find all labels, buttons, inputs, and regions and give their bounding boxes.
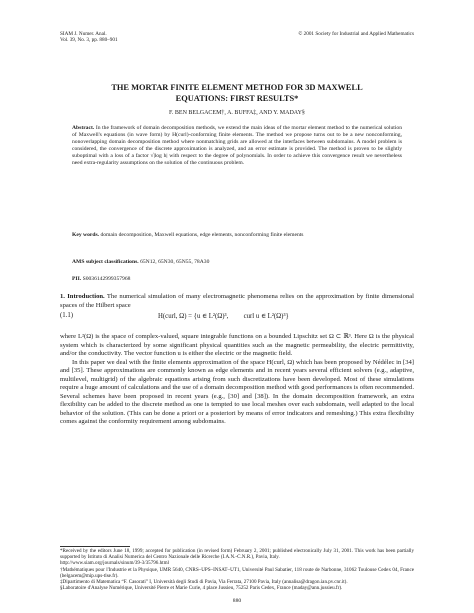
abstract-text: In the framework of domain decomposition methods, we extend the main ideas of the mortar element method to the numerical solution of Maxwell's equations (in wave form) by H(curl)-conforming finite elements. The method we propose turns out to be a new nonconforming, nonoverlapping domain decomposition method where nonmatching grids are allowed at the interfaces between subdomains. A model problem is considered, the convergence of the discrete approximation is analyzed, and an error estimate is provided. The method is proven to be slightly suboptimal with a loss of a factor √|log h| with respect to the degree of polynomials. In order to achieve this convergence result we nevertheless need extra-regularity assumptions on the solution of the continuous problem. [72, 125, 402, 167]
pii [72, 276, 402, 282]
author-list: F. BEN BELGACEM†, A. BUFFA‡, AND Y. MADAY§ [169, 110, 305, 116]
pii-label: PII. [72, 276, 82, 282]
footnote-affiliation-3: §Laboratoire d'Analyse Numérique, Université Pierre et Marie Curie, 4 place Jussieu, 75252 Paris Cedex, France (maday@ann.jussieu.fr). [60, 585, 343, 592]
ams-codes: 65N12, 65N30, 65N55, 78A30 [140, 259, 210, 265]
footnote-received: *Received by the editors June 18, 1999; accepted for publication (in revised form) February 2, 2001; published electronically July 31, 2001. This work has been partially supported by Istituto di Analisi Numerica del Centro Nazionale delle Ricerche (I.A.N.-C.N.R.), Pavia, Italy. [60, 548, 414, 561]
equation-rhs: curl u ∈ L²(Ω)³} [243, 313, 289, 320]
equation-number: (1.1) [60, 312, 74, 319]
pii-code: S0036142999357968 [82, 276, 131, 282]
keywords-label: Key words. [72, 232, 100, 238]
footnote-affiliation-2: ‡Dipartimento di Matematica “F. Casorati” I, Università degli Studi di Pavia, Via Ferrata, 27100 Pavia, Italy (annalisa@dragon.ian.pv.cnr.it). [60, 579, 348, 586]
title-line-1: THE MORTAR FINITE ELEMENT METHOD FOR 3D MAXWELL [111, 83, 363, 92]
paragraph-1: where L²(Ω) is the space of complex-valued, square integrable functions on a bounded Lipschitz set Ω ⊂ ℝ³. Here Ω is the physical system which is characterized by some significant physical quantities such as the magnetic permeability, the electric permittivity, and/or the conductivity. The vector function u is either the electric or the magnetic field. [60, 333, 414, 358]
abstract [72, 125, 402, 168]
footnotes [60, 548, 414, 591]
footnote-rule [60, 546, 130, 547]
equation-body [158, 312, 289, 320]
ams-classifications [72, 259, 402, 265]
paper-title [60, 82, 414, 104]
ams-label: AMS subject classifications. [72, 259, 139, 265]
footnote-affiliation-1: †Mathématiques pour l'Industrie et la Physique, UMR 5640, CNRS–UPS–INSAT–UT1, Université Paul Sabatier, 118 route de Narbonne, 31062 Toulouse Cedex 04, France (belgacem@mip.ups-tlse.fr). [60, 566, 414, 579]
keywords-text: domain decomposition, Maxwell equations, edge elements, nonconforming finite elements [100, 232, 304, 238]
introduction [60, 293, 414, 310]
paragraph-2: In this paper we deal with the finite elements approximation of the space H(curl, Ω) which has been proposed by Nédélec in [34] and [35]. These approximations are commonly known as edge elements and in recent years several efficient solvers (e.g., adaptive, multilevel, multigrid) of the algebraic equations arising from such discretizations have been developed. Most of these simulations require a huge amount of calculations and the use of a domain decomposition method with good performances is often recommended. Several schemes have been proposed in recent years (e.g., [30] and [38]). In the domain decomposition framework, an extra flexibility can be added to the discrete method as one is tempted to use local meshes over each subdomain, well adapted to the local behavior of the solution. (This can be done a priori or a posteriori by means of error indicators and remeshing.) This extra flexibility comes against the conformity requirement among subdomains. [60, 358, 414, 426]
body-text [60, 333, 414, 427]
intro-text: The numerical simulation of many electromagnetic phenomena relies on the approximation by finite dimensional spaces of the Hilbert space [60, 293, 414, 309]
equation-lhs: H(curl, Ω) = {u ∈ L²(Ω)³, [158, 313, 229, 320]
journal-info [60, 31, 118, 44]
section-heading: 1. Introduction. [60, 293, 105, 300]
journal-name: SIAM J. Numer. Anal. [60, 31, 107, 37]
footnote-url[interactable]: http://www.siam.org/journals/sinum/39-3/35796.html [60, 560, 169, 567]
page-number: 880 [232, 598, 242, 604]
copyright-notice: © 2001 Society for Industrial and Applied Mathematics [298, 31, 414, 37]
abstract-label: Abstract. [72, 125, 95, 131]
equation-1-1 [60, 312, 414, 324]
journal-volume: Vol. 39, No. 3, pp. 880–901 [60, 37, 118, 44]
keywords [72, 232, 402, 239]
title-line-2: EQUATIONS: FIRST RESULTS* [175, 94, 299, 103]
